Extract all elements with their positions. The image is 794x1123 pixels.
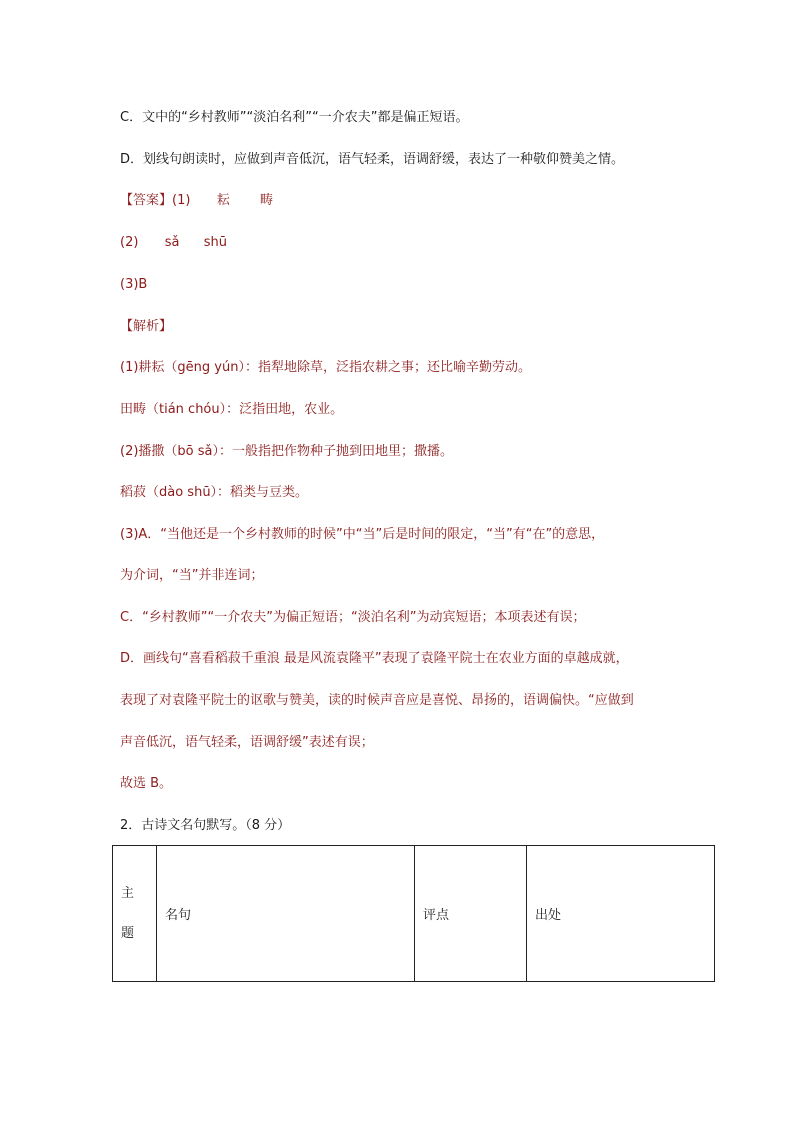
analysis-1b-line: 田畴（tián chóu）：泛指田地，农业。 xyxy=(120,402,344,417)
answer-line xyxy=(120,192,273,210)
table-cell-quote: 名句 xyxy=(157,846,415,982)
table-header-row xyxy=(113,846,715,982)
analysis-3d-line-1: D．画线句“喜看稻菽千重浪 最是风流袁隆平”表现了袁隆平院士在农业方面的卓越成就， xyxy=(120,651,629,666)
table-cell-theme xyxy=(113,846,157,982)
analysis-3c-line: C．“乡村教师”“一介农夫”为偏正短语；“淡泊名利”为动宾短语；本项表述有误； xyxy=(120,610,586,625)
answer-2-number: (2) xyxy=(120,235,139,250)
analysis-3d-line-2: 表现了对袁隆平院士的讴歌与赞美，读的时候声音应是喜悦、昂扬的，语调偏快。“应做到 xyxy=(120,693,634,708)
table-cell-source: 出处 xyxy=(527,846,715,982)
analysis-2b-line: 稻菽（dào shū）：稻类与豆类。 xyxy=(120,485,309,500)
analysis-3d-line-3: 声音低沉，语气轻柔，语调舒缓”表述有误； xyxy=(120,735,374,750)
analysis-2-line: (2)播撒（bō sǎ）：一般指把作物种子抛到田地里；撒播。 xyxy=(120,444,453,459)
answer-1b: 畴 xyxy=(260,193,274,208)
option-d-line: D．划线句朗读时，应做到声音低沉，语气轻柔，语调舒缓，表达了一种敬仰赞美之情。 xyxy=(120,152,625,167)
theme-char-2: 题 xyxy=(121,925,135,941)
answer-2b: shū xyxy=(203,235,227,250)
answer-label: 【答案】(1) xyxy=(120,193,191,208)
analysis-1-line: (1)耕耘（gēng yún）：指犁地除草，泛指农耕之事；还比喻辛勤劳动。 xyxy=(120,360,531,375)
option-c-line: C．文中的“乡村教师”“淡泊名利”“一介农夫”都是偏正短语。 xyxy=(120,110,469,125)
answer-1a: 耘 xyxy=(216,193,230,208)
table-cell-comment: 评点 xyxy=(415,846,527,982)
analysis-3a-line-1: (3)A．“当他还是一个乡村教师的时候”中“当”后是时间的限定，“当”有“在”的意思， xyxy=(120,527,605,542)
quote-table xyxy=(112,845,715,982)
answer-3-line: (3)B xyxy=(120,277,148,292)
analysis-label: 【解析】 xyxy=(120,319,173,334)
conclusion-line: 故选 B。 xyxy=(120,776,173,791)
theme-char-1: 主 xyxy=(121,885,135,901)
analysis-3a-line-2: 为介词，“当”并非连词； xyxy=(120,568,264,583)
answer-2-line xyxy=(120,234,227,252)
answer-2a: sǎ xyxy=(164,235,180,250)
question-2-heading: 2．古诗文名句默写。（8 分） xyxy=(120,818,291,833)
